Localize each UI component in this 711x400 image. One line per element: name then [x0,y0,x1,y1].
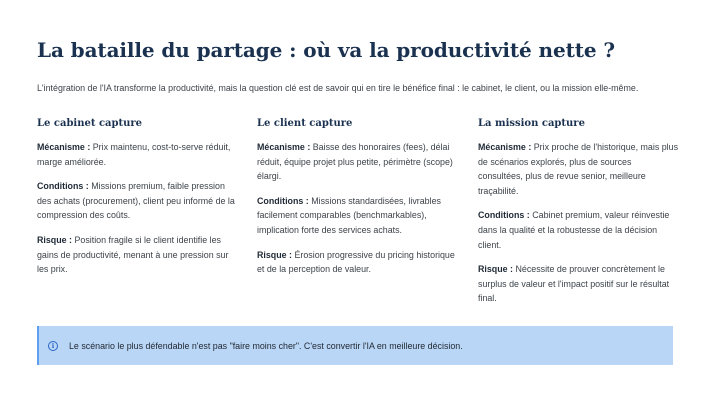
risk-label: Risque : [478,264,514,275]
mechanism-paragraph [257,140,462,184]
column-heading: La mission capture [478,118,585,129]
mechanism-text: Prix maintenu, cost-to-serve réduit, marge améliorée. [37,142,231,167]
callout-text: Le scénario le plus défendable n'est pas "faire moins cher". C'est convertir l'IA en meilleure décision. [69,340,463,351]
column-heading: Le cabinet capture [37,118,143,129]
risk-text: Position fragile si le client identifie les gains de productivité, menant à une pression sur les prix. [37,234,229,275]
info-icon: i [48,341,58,351]
mechanism-label: Mécanisme : [37,142,91,152]
mechanism-label: Mécanisme : [478,142,532,152]
mechanism-paragraph [478,140,678,198]
risk-paragraph [257,248,462,277]
risk-label: Risque : [37,234,73,245]
mechanism-text: Baisse des honoraires (fees), délai réduit, équipe projet plus petite, périmètre (scope) élargi. [257,142,453,182]
mechanism-paragraph [37,140,237,169]
column-cabinet [37,117,237,287]
conditions-text: Cabinet premium, valeur réinvestie dans la qualité et la robustesse de la décision client. [478,210,670,250]
conditions-label: Conditions : [257,195,309,206]
conditions-paragraph [478,208,678,252]
risk-text: Nécessite de prouver concrètement le surplus de valeur et l'impact positif sur le résultat final. [478,264,670,304]
risk-paragraph [37,233,237,277]
mechanism-text: Prix proche de l'historique, mais plus de scénarios explorés, plus de sources consultées, plus de revue senior, meilleure traçabilité. [478,142,679,196]
conditions-label: Conditions : [478,210,530,221]
conditions-label: Conditions : [37,181,89,192]
intro-text: L'intégration de l'IA transforme la productivité, mais la question clé est de savoir qui en tire le bénéfice final : le cabinet, le client, ou la mission elle-même. [37,83,639,93]
risk-label: Risque : [257,249,293,260]
column-client [257,117,462,287]
risk-text: Érosion progressive du pricing historique et de la perception de valeur. [257,249,455,275]
conditions-text: Missions standardisées, livrables facilement comparables (benchmarkables), implication forte des services achats. [257,195,441,235]
column-heading: Le client capture [257,118,353,129]
conditions-paragraph [257,194,462,238]
page-title: La bataille du partage : où va la productivité nette ? [37,38,615,62]
column-mission [478,117,678,316]
risk-paragraph [478,262,678,306]
mechanism-label: Mécanisme : [257,142,311,152]
conditions-paragraph [37,179,237,223]
conditions-text: Missions premium, faible pression des achats (procurement), client peu informé de la compression des coûts. [37,181,235,221]
callout-box [37,326,673,365]
